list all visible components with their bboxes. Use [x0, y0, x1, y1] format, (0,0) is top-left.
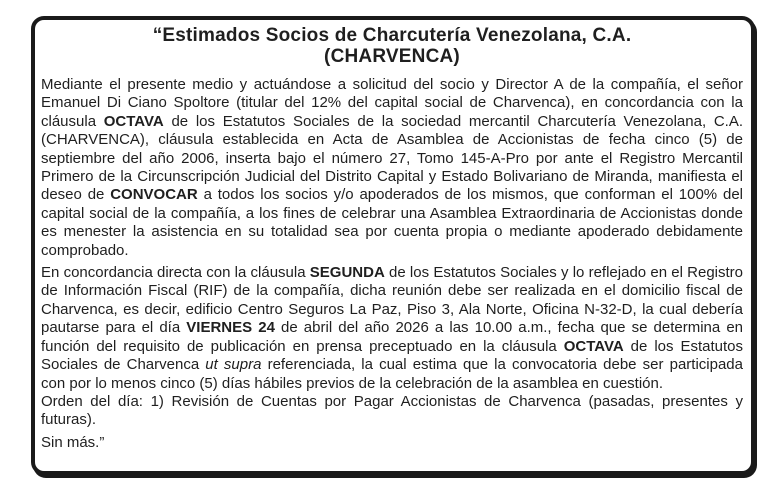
notice-title-line2: (CHARVENCA)	[324, 46, 460, 67]
notice-title	[41, 25, 743, 67]
paragraph-agenda: Orden del día: 1) Revisión de Cuentas por Pagar Accionistas de Charvenca (pasadas, presentes y futuras).	[41, 392, 743, 429]
notice-body	[41, 76, 743, 452]
notice-title-line1: “Estimados Socios de Charcutería Venezolana, C.A.	[152, 25, 632, 46]
paragraph-meeting-details: En concordancia directa con la cláusula SEGUNDA de los Estatutos Sociales y lo reflejado en el Registro de Información Fiscal (RIF) de la compañía, dicha reunión debe ser realizada en el domicilio fiscal de Charvenca, es decir, edificio Centro Seguros La Paz, Piso 3, Ala Norte, Oficina N-32-D, la cual debería pautarse para el día VIERNES 24 de abril del año 2026 a las 10.00 a.m., fecha que se determina en función del requisito de publicación en prensa preceptuado en la cláusula OCTAVA de los Estatutos Sociales de Charvenca ut supra referenciada, la cual estima que la convocatoria debe ser participada con por lo menos cinco (5) días hábiles previos de la celebración de la asamblea en cuestión.	[41, 264, 743, 392]
paragraph-convocation: Mediante el presente medio y actuándose a solicitud del socio y Director A de la compañía, el señor Emanuel Di Ciano Spoltore (titular del 12% del capital social de Charvenca), en concordancia con la cláusula OCTAVA de los Estatutos Sociales de la sociedad mercantil Charcutería Venezolana, C.A. (CHARVENCA), cláusula establecida en Acta de Asamblea de Accionistas de fecha cinco (5) de septiembre del año 2006, inserta bajo el número 27, Tomo 145-A-Pro por ante el Registro Mercantil Primero de la Circunscripción Judicial del Distrito Capital y Estado Bolivariano de Miranda, manifiesta el deseo de CONVOCAR a todos los socios y/o apoderados de los mismos, que conforman el 100% del capital social de la compañía, a los fines de celebrar una Asamblea Extraordinaria de Accionistas donde es menester la asistencia en su totalidad sea por cuenta propia o mediante apoderado debidamente comprobado.	[41, 76, 743, 259]
paragraph-closing: Sin más.”	[41, 433, 105, 451]
convocation-notice-box	[31, 16, 755, 475]
